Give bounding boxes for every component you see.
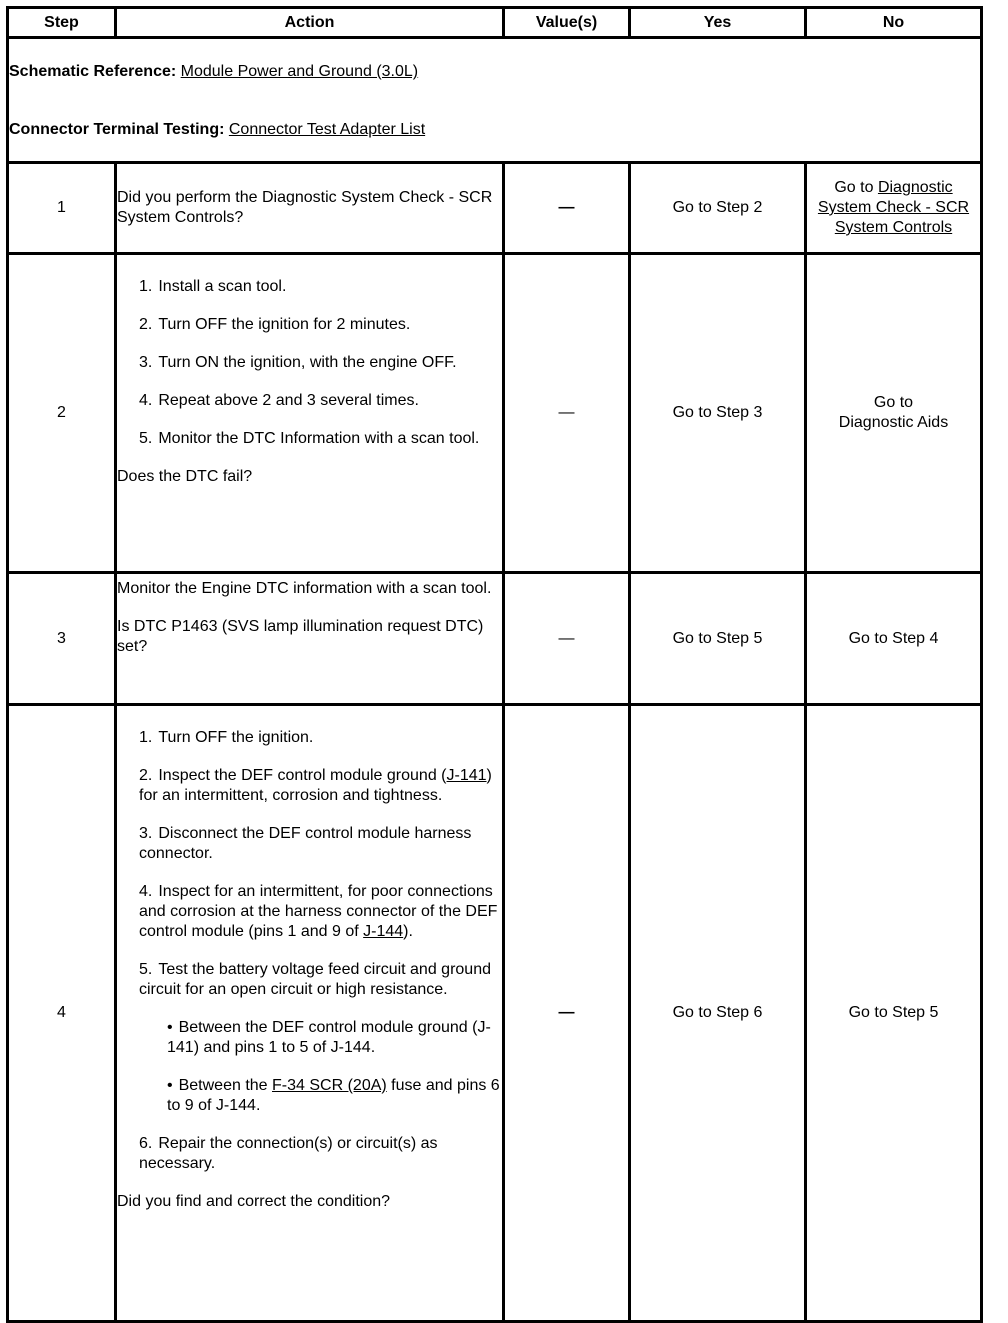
step-no	[806, 163, 982, 254]
item-text: Turn ON the ignition, with the engine OFF.	[158, 354, 457, 371]
schematic-link[interactable]: Module Power and Ground (3.0L)	[180, 63, 419, 80]
step-action	[116, 163, 504, 254]
header-row	[8, 8, 982, 38]
list-item: 1. Install a scan tool.	[139, 278, 287, 295]
step-yes: Go to Step 3	[630, 254, 806, 573]
no-line: Go to	[873, 394, 914, 411]
table-row	[8, 163, 982, 254]
question-text: Does the DTC fail?	[117, 468, 253, 485]
diagnostic-system-check-link[interactable]: Diagnostic System Check - SCR System Controls	[817, 179, 970, 236]
step-yes: Go to Step 2	[630, 163, 806, 254]
action-text: Did you perform the Diagnostic System Check - SCR System Controls?	[117, 189, 493, 226]
schematic-reference	[9, 39, 980, 82]
sub-list	[167, 1018, 502, 1116]
list-item: 5. Monitor the DTC Information with a scan tool.	[139, 430, 480, 447]
step-value	[504, 705, 630, 1322]
table-row	[8, 254, 982, 573]
step-yes: Go to Step 5	[630, 573, 806, 705]
procedure-list	[117, 277, 502, 449]
list-item: 2. Inspect the DEF control module ground (J-141) for an intermittent, corrosion and tightness.	[139, 767, 492, 804]
value-text: —	[558, 1004, 575, 1021]
item-text: Repair the connection(s) or circuit(s) as necessary.	[139, 1135, 438, 1172]
item-text: Monitor the DTC Information with a scan tool.	[158, 430, 480, 447]
table-row	[8, 573, 982, 705]
fuse-f34-link[interactable]: F-34 SCR (20A)	[272, 1077, 387, 1094]
step-value	[504, 163, 630, 254]
procedure-list	[117, 728, 502, 1174]
item-text: Turn OFF the ignition for 2 minutes.	[158, 316, 411, 333]
header-action: Action	[116, 8, 504, 38]
connector-testing	[9, 82, 980, 140]
action-text: Monitor the Engine DTC information with a scan tool.	[117, 580, 492, 597]
list-item: 3. Turn ON the ignition, with the engine OFF.	[139, 354, 457, 371]
item-text: Inspect for an intermittent, for poor connections and corrosion at the harness connector of the DEF control module (pins 1 and 9 of	[139, 883, 498, 940]
step-number: 4	[8, 705, 116, 1322]
step-yes: Go to Step 6	[630, 705, 806, 1322]
step-number: 2	[8, 254, 116, 573]
header-values: Value(s)	[504, 8, 630, 38]
sub-item-text: Between the	[178, 1077, 273, 1094]
step-no: Go to Step 4	[806, 573, 982, 705]
list-item: 4. Inspect for an intermittent, for poor connections and corrosion at the harness connector of the DEF control module (pins 1 and 9 of J-144).	[139, 883, 498, 940]
question-text: Did you find and correct the condition?	[117, 1193, 391, 1210]
no-prefix: Go to	[834, 179, 874, 196]
list-item: 4. Repeat above 2 and 3 several times.	[139, 392, 419, 409]
connector-link[interactable]: Connector Test Adapter List	[228, 121, 426, 138]
step-number: 1	[8, 163, 116, 254]
step-no: Go to Step 5	[806, 705, 982, 1322]
item-text: Install a scan tool.	[158, 278, 287, 295]
header-step: Step	[8, 8, 116, 38]
sub-item-text: fuse and pins 6 to 9 of J-144.	[167, 1077, 500, 1114]
j-141-link[interactable]: J-141	[446, 767, 487, 784]
item-text: Disconnect the DEF control module harness connector.	[139, 825, 472, 862]
reference-row	[8, 38, 982, 163]
connector-label: Connector Terminal Testing:	[9, 121, 225, 138]
item-text: Repeat above 2 and 3 several times.	[158, 392, 419, 409]
value-text: —	[558, 199, 575, 216]
header-yes: Yes	[630, 8, 806, 38]
sub-list-item: • Between the DEF control module ground (J-141) and pins 1 to 5 of J-144.	[167, 1019, 491, 1056]
sub-item-text: Between the DEF control module ground (J-141) and pins 1 to 5 of J-144.	[167, 1019, 491, 1056]
item-text: Test the battery voltage feed circuit and ground circuit for an open circuit or high resistance.	[139, 961, 491, 998]
schematic-label: Schematic Reference:	[9, 63, 177, 80]
list-item: 2. Turn OFF the ignition for 2 minutes.	[139, 316, 411, 333]
step-action	[116, 705, 504, 1322]
step-value: —	[504, 254, 630, 573]
step-action	[116, 573, 504, 705]
list-item: 5. Test the battery voltage feed circuit and ground circuit for an open circuit or high resistance. • Between the DEF control module ground (J-141) and pins 1 to 5 of J-144. • Between the F-34 SCR (20A) fuse and pins 6 to 9 of J-144.	[139, 960, 502, 1116]
reference-cell	[8, 38, 982, 163]
step-number: 3	[8, 573, 116, 705]
item-text: ).	[403, 923, 413, 940]
diagnostic-table	[6, 6, 983, 1323]
item-text: Inspect the DEF control module ground (	[158, 767, 447, 784]
step-value: —	[504, 573, 630, 705]
item-text: ) for an intermittent, corrosion and tightness.	[139, 767, 492, 804]
j-144-link[interactable]: J-144	[363, 923, 404, 940]
list-item: 1. Turn OFF the ignition.	[139, 729, 314, 746]
question-text: Is DTC P1463 (SVS lamp illumination request DTC) set?	[117, 618, 484, 655]
sub-list-item: • Between the F-34 SCR (20A) fuse and pins 6 to 9 of J-144.	[167, 1077, 500, 1114]
header-no: No	[806, 8, 982, 38]
list-item: 6. Repair the connection(s) or circuit(s) as necessary.	[139, 1135, 438, 1172]
list-item: 3. Disconnect the DEF control module harness connector.	[139, 825, 472, 862]
step-action	[116, 254, 504, 573]
item-text: Turn OFF the ignition.	[158, 729, 314, 746]
step-no	[806, 254, 982, 573]
table-row	[8, 705, 982, 1322]
no-line: Diagnostic Aids	[838, 414, 949, 431]
